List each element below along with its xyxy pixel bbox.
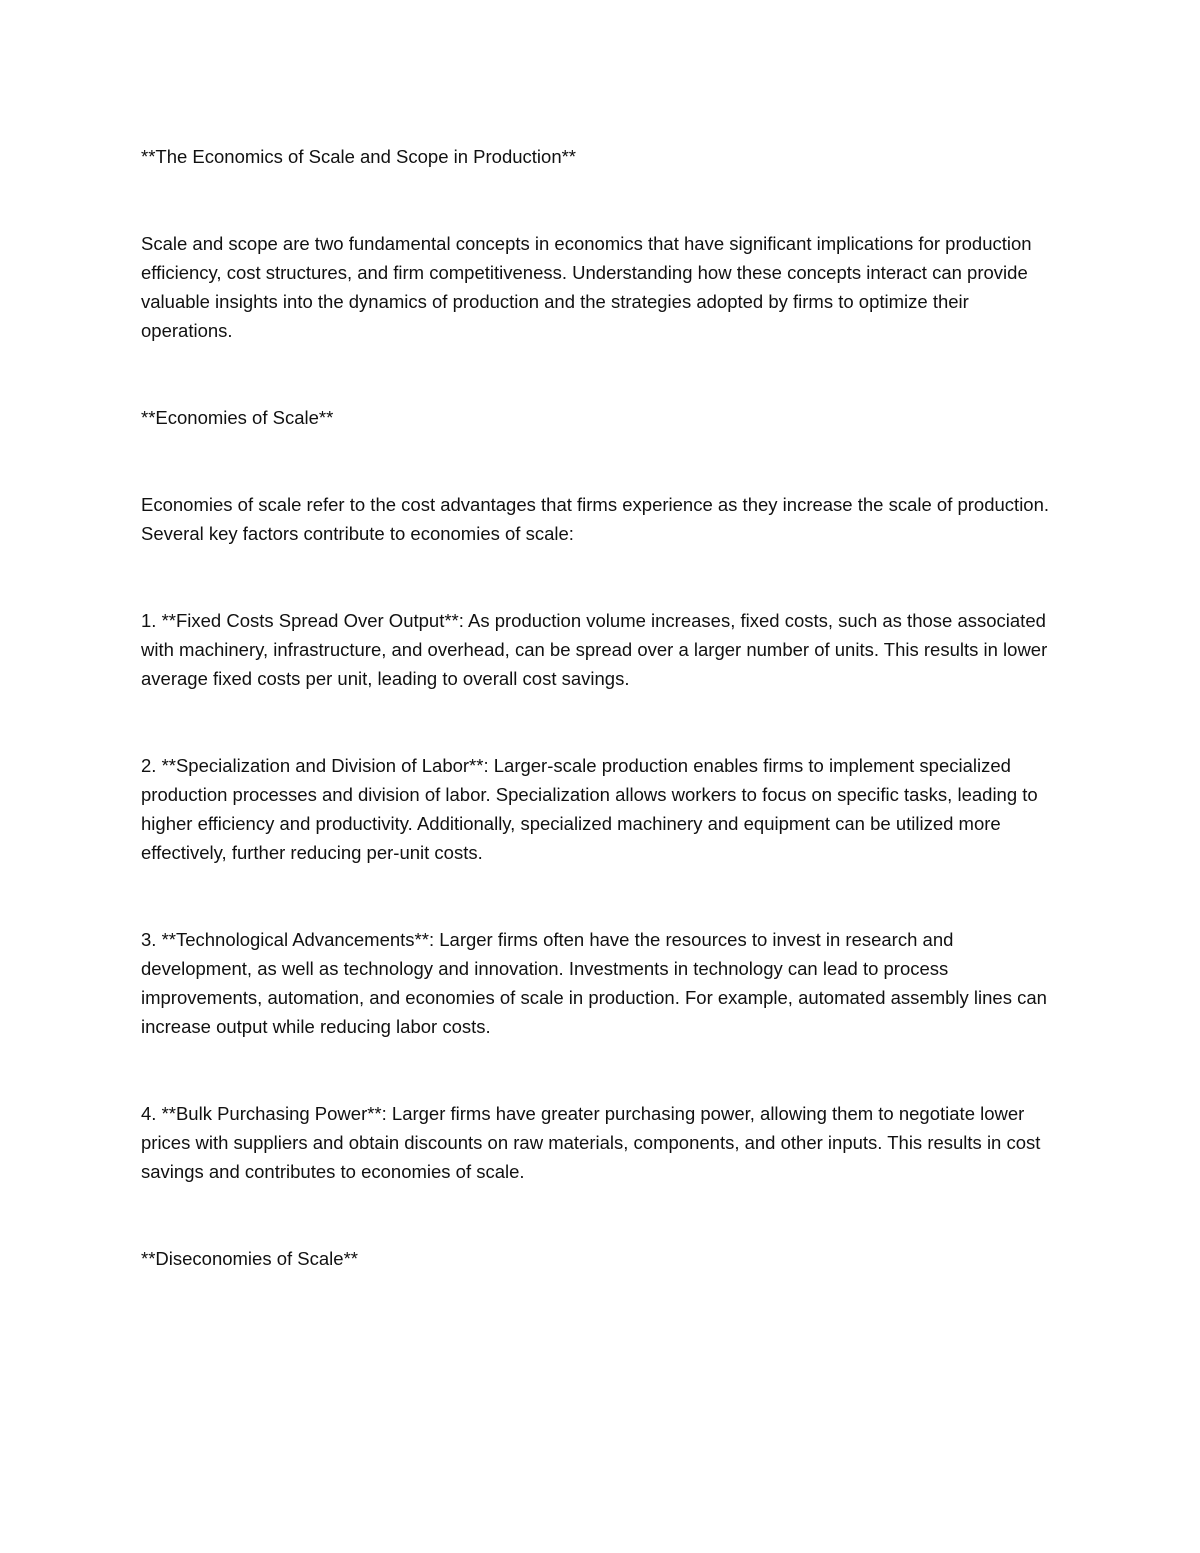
section-heading-economies-of-scale: **Economies of Scale**: [141, 407, 334, 428]
list-item: 3. **Technological Advancements**: Larger firms often have the resources to invest in research and development, as well as technology and innovation. Investments in technology can lead to process improvements, automation, and economies of scale in production. For example, automated assembly lines can increase output while reducing labor costs.: [141, 929, 1053, 1037]
list-item: 2. **Specialization and Division of Labor**: Larger-scale production enables firms to implement specialized production processes and division of labor. Specialization allows workers to focus on specific tasks, leading to higher efficiency and productivity. Additionally, specialized machinery and equipment can be utilized more effectively, further reducing per-unit costs.: [141, 755, 1043, 863]
list-item: 1. **Fixed Costs Spread Over Output**: As production volume increases, fixed costs, such as those associated with machinery, infrastructure, and overhead, can be spread over a larger number of units. This results in lower average fixed costs per unit, leading to overall cost savings.: [141, 610, 1053, 689]
document-body: [141, 142, 1056, 1273]
list-item: 4. **Bulk Purchasing Power**: Larger firms have greater purchasing power, allowing them to negotiate lower prices with suppliers and obtain discounts on raw materials, components, and other inputs. This results in cost savings and contributes to economies of scale.: [141, 1103, 1046, 1182]
section-heading-diseconomies-of-scale: **Diseconomies of Scale**: [141, 1248, 358, 1269]
economies-of-scale-intro: Economies of scale refer to the cost advantages that firms experience as they increase the scale of production. Several key factors contribute to economies of scale:: [141, 494, 1055, 544]
intro-paragraph: Scale and scope are two fundamental concepts in economics that have significant implications for production efficiency, cost structures, and firm competitiveness. Understanding how these concepts interact can provide valuable insights into the dynamics of production and the strategies adopted by firms to optimize their operations.: [141, 233, 1037, 341]
document-title: **The Economics of Scale and Scope in Production**: [141, 146, 577, 167]
